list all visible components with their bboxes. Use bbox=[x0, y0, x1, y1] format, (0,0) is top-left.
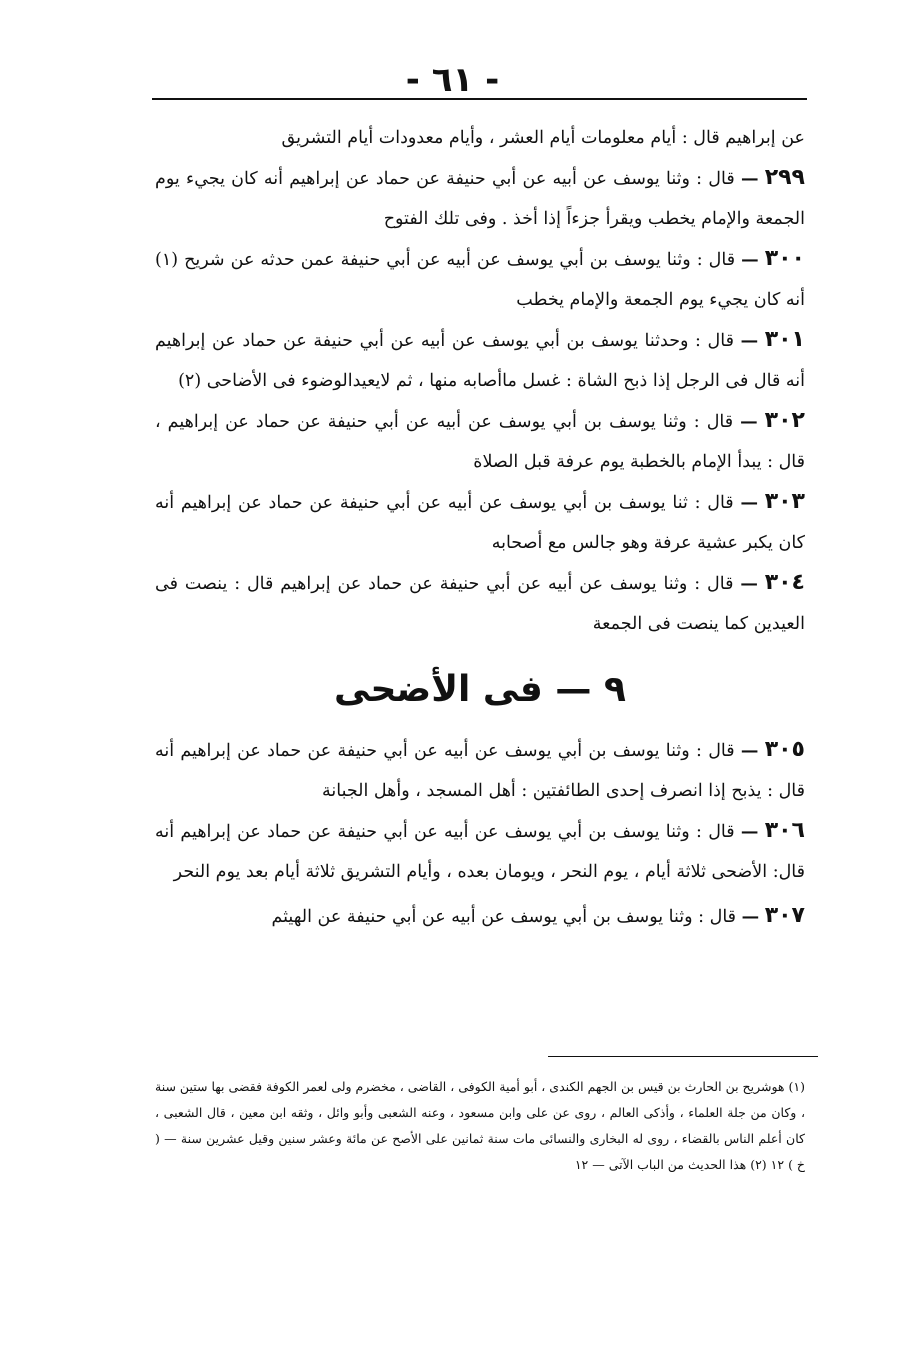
entry-text: قال : وثنا يوسف بن أبي يوسف عن أبيه عن أبي حنيفة عمن حدثه عن شريح (١) أنه كان يجيء يوم الجمعة والإمام يخطب bbox=[155, 250, 805, 310]
entry-paragraph: ٣٠٤ — قال : وثنا يوسف عن أبيه عن أبي حنيفة عن حماد عن إبراهيم قال : ينصت فى العيدين كما ينصت فى الجمعة bbox=[155, 570, 805, 634]
entry-text: قال : وثنا يوسف عن أبيه عن أبي حنيفة عن حماد عن إبراهيم قال : ينصت فى العيدين كما ينصت فى الجمعة bbox=[155, 574, 805, 634]
entry-number: ٣٠٥ bbox=[764, 737, 805, 762]
entry-paragraph: ٣٠٣ — قال : ثنا يوسف بن أبي يوسف عن أبيه عن أبي حنيفة عن حماد عن إبراهيم أنه كان يكبر عشية عرفة وهو جالس مع أصحابه bbox=[155, 489, 805, 553]
section-heading: ٩ — فى الأضحى bbox=[334, 669, 626, 710]
main-text bbox=[155, 118, 805, 937]
entry-number: ٣٠٤ bbox=[764, 570, 805, 595]
entry-number: ٣٠٣ bbox=[764, 489, 805, 514]
entry-paragraph: ٣٠١ — قال : وحدثنا يوسف بن أبي يوسف عن أبيه عن أبي حنيفة عن حماد عن إبراهيم أنه قال فى الرجل إذا ذبح الشاة : غسل ماأصابه منها ، ثم لايعيدالوضوء فى الأضاحى (٢) bbox=[155, 327, 805, 391]
entry-text: قال : وثنا يوسف بن أبي يوسف عن أبيه عن أبي حنيفة عن حماد عن إبراهيم ، قال : يبدأ الإمام بالخطبة يوم عرفة قبل الصلاة bbox=[155, 412, 805, 472]
entry-paragraph: ٣٠٢ — قال : وثنا يوسف بن أبي يوسف عن أبيه عن أبي حنيفة عن حماد عن إبراهيم ، قال : يبدأ الإمام بالخطبة يوم عرفة قبل الصلاة bbox=[155, 408, 805, 472]
page-number: - ٦١ - bbox=[405, 60, 500, 100]
footnotes bbox=[155, 1074, 805, 1178]
entry-paragraph: ٣٠٦ — قال : وثنا يوسف بن أبي يوسف عن أبيه عن أبي حنيفة عن حماد عن إبراهيم أنه قال: الأضحى ثلاثة أيام ، يوم النحر ، ويومان بعده ، وأيام التشريق ثلاثة أيام بعد يوم النحر bbox=[155, 818, 805, 882]
footnote-rule bbox=[548, 1056, 818, 1057]
entry-number: ٢٩٩ bbox=[764, 165, 805, 190]
footnote: (١) هوشريح بن الحارث بن قيس بن الجهم الكندى ، أبو أمية الكوفى ، القاضى ، مخضرم ولى لعمر الكوفة فقضى بها ستين سنة ، وكان من جلة العلماء ، وأذكى العالم ، روى عن على وابن مسعود ، وعنه الشعبى وأبو وائل ، وثقه ابن معين ، قال الشعبى ، كان أعلم الناس بالقضاء ، روى له البخارى والنسائى مات سنة ثمانين على الأصح عن مائة وعشر سنين وقيل عشرين سنة — ( خ ) ١٢ (٢) هذا الحديث من الباب الآتى — ١٢ bbox=[155, 1079, 805, 1172]
entry-text: قال : وثنا يوسف بن أبي يوسف عن أبيه عن أبي حنيفة عن حماد عن إبراهيم أنه قال: الأضحى ثلاثة أيام ، يوم النحر ، ويومان بعده ، وأيام التشريق ثلاثة أيام بعد يوم النحر bbox=[155, 822, 805, 882]
entry-text: قال : وثنا يوسف بن أبي يوسف عن أبيه عن أبي حنيفة عن حماد عن إبراهيم أنه قال : يذبح إذا انصرف إحدى الطائفتين : أهل المسجد ، وأهل الجبانة bbox=[155, 741, 805, 801]
entry-number: ٣٠٦ bbox=[764, 818, 805, 843]
entry-number: ٣٠٠ bbox=[764, 246, 805, 271]
intro-line: عن إبراهيم قال : أيام معلومات أيام العشر ، وأيام معدودات أيام التشريق bbox=[281, 128, 805, 148]
entry-paragraph: ٢٩٩ — قال : وثنا يوسف عن أبيه عن أبي حنيفة عن حماد عن إبراهيم أنه كان يجيء يوم الجمعة والإمام يخطب ويقرأ جزءاً إذا أخذ . وفى تلك الفتوح bbox=[155, 165, 805, 229]
entry-text: قال : وحدثنا يوسف بن أبي يوسف عن أبيه عن أبي حنيفة عن حماد عن إبراهيم أنه قال فى الرجل إذا ذبح الشاة : غسل ماأصابه منها ، ثم لايعيدالوضوء فى الأضاحى (٢) bbox=[155, 331, 805, 391]
entry-paragraph: ٣٠٠ — قال : وثنا يوسف بن أبي يوسف عن أبيه عن أبي حنيفة عمن حدثه عن شريح (١) أنه كان يجيء يوم الجمعة والإمام يخطب bbox=[155, 246, 805, 310]
header-rule bbox=[152, 98, 807, 100]
entry-number: ٣٠١ bbox=[764, 327, 805, 352]
entry-text: قال : ثنا يوسف بن أبي يوسف عن أبيه عن أبي حنيفة عن حماد عن إبراهيم أنه كان يكبر عشية عرفة وهو جالس مع أصحابه bbox=[155, 493, 805, 553]
entry-number: ٣٠٧ bbox=[764, 903, 805, 928]
entry-paragraph: ٣٠٧ — قال : وثنا يوسف بن أبي يوسف عن أبيه عن أبي حنيفة عن الهيثم bbox=[271, 903, 805, 928]
entry-number: ٣٠٢ bbox=[764, 408, 805, 433]
entry-text: قال : وثنا يوسف عن أبيه عن أبي حنيفة عن حماد عن إبراهيم أنه كان يجيء يوم الجمعة والإمام يخطب ويقرأ جزءاً إذا أخذ . وفى تلك الفتوح bbox=[155, 169, 805, 229]
entry-paragraph: ٣٠٥ — قال : وثنا يوسف بن أبي يوسف عن أبيه عن أبي حنيفة عن حماد عن إبراهيم أنه قال : يذبح إذا انصرف إحدى الطائفتين : أهل المسجد ، وأهل الجبانة bbox=[155, 737, 805, 801]
entry-text: قال : وثنا يوسف بن أبي يوسف عن أبيه عن أبي حنيفة عن الهيثم bbox=[271, 907, 737, 927]
